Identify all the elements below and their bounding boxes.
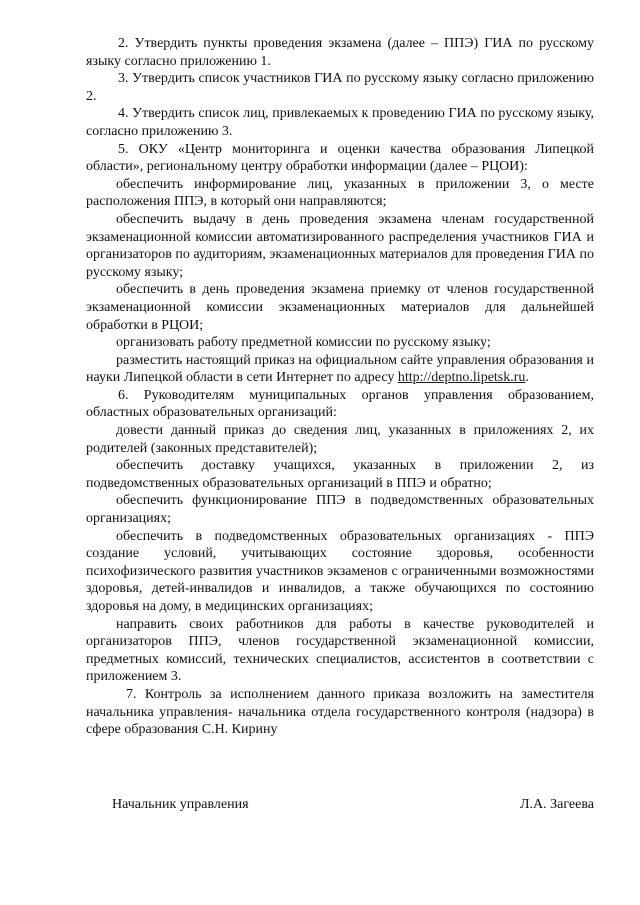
paragraph-issue-materials: обеспечить выдачу в день проведения экзамена членам государственной экзаменационной комиссии автоматизированного распределения участников ГИА и организаторов по аудиториям, экзаменационных материалов для проведения ГИА по русскому языку; [86, 211, 594, 280]
paragraph-inform: обеспечить информирование лиц, указанных в приложении 3, о месте расположения ППЭ, в который они направляются; [86, 176, 594, 210]
document-body [86, 35, 594, 739]
paragraph-accept-materials: обеспечить в день проведения экзамена приемку от членов государственной экзаменационной комиссии экзаменационных материалов для дальнейшей обработки в РЦОИ; [86, 282, 594, 333]
paragraph-delivery: обеспечить доставку учащихся, указанных в приложении 2, из подведомственных образовательных организаций в ППЭ и обратно; [86, 458, 594, 491]
paragraph-publish [86, 352, 594, 387]
paragraph-functioning: обеспечить функционирование ППЭ в подведомственных образовательных организациях; [86, 493, 594, 527]
signatory-title: Начальник управления [112, 797, 249, 812]
paragraph-staff: направить своих работников для работы в качестве руководителей и организаторов ППЭ, членов государственной экзаменационной комиссии, предметных комиссий, технических специалистов, ассистентов в соответствии с приложением 3. [86, 616, 594, 685]
signatory-name: Л.А. Загеева [520, 797, 594, 812]
paragraph-item-3: 3. Утвердить список участников ГИА по русскому языку согласно приложению 2. [86, 71, 594, 104]
publish-text-end: . [525, 370, 529, 386]
paragraph-item-7: 7. Контроль за исполнением данного приказа возложить на заместителя начальника управления- начальника отдела государственного контроля (надзора) в сфере образования С.Н. Кирину [86, 686, 594, 738]
website-link[interactable]: http://deptno.lipetsk.ru [397, 370, 526, 386]
paragraph-notify: довести данный приказ до сведения лиц, указанных в приложениях 2, их родителей (законных представителей); [86, 423, 594, 456]
paragraph-commission: организовать работу предметной комиссии по русскому языку; [116, 335, 491, 351]
paragraph-item-2: 2. Утвердить пункты проведения экзамена (далее – ППЭ) ГИА по русскому языку согласно приложению 1. [86, 36, 594, 69]
publish-text: разместить настоящий приказ на официальном сайте управления образования и науки Липецкой области в сети Интернет по адресу [86, 352, 594, 386]
paragraph-conditions: обеспечить в подведомственных образовательных организациях - ППЭ создание условий, учитывающих состояние здоровья, особенности психофизического развития участников экзаменов с ограниченными возможностями здоровья, детей-инвалидов и инвалидов, а также обучающихся по состоянию здоровья на дому, в медицинских организациях; [86, 528, 594, 614]
paragraph-item-5: 5. ОКУ «Центр мониторинга и оценки качества образования Липецкой области», региональному центру обработки информации (далее – РЦОИ): [86, 141, 594, 175]
paragraph-item-4: 4. Утвердить список лиц, привлекаемых к проведению ГИА по русскому языку, согласно приложению 3. [86, 106, 594, 139]
paragraph-item-6: 6. Руководителям муниципальных органов управления образованием, областных образовательных организаций: [86, 387, 594, 421]
